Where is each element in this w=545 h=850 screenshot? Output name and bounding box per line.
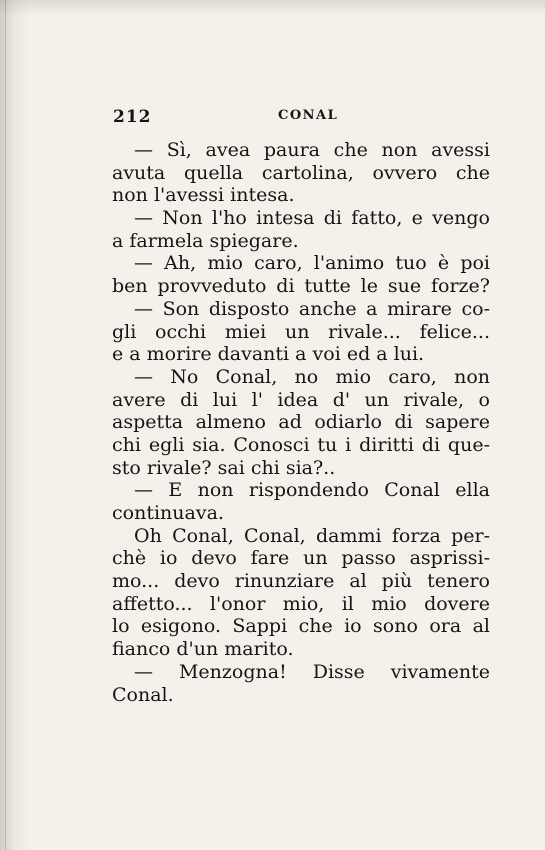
text-line: — Ah, mio caro, l'animo tuo è poi — [134, 252, 490, 275]
text-line: gli occhi miei un rivale... felice... — [112, 320, 490, 343]
text-line: Conal. — [112, 683, 174, 706]
text-line: affetto... l'onor mio, il mio dovere — [112, 592, 490, 615]
running-title: CONAL — [278, 108, 339, 123]
page-edge-shadow — [5, 0, 6, 850]
text-line: — Son disposto anche a mirare co- — [134, 297, 490, 320]
text-line: — No Conal, no mio caro, non — [134, 365, 490, 388]
page-header — [113, 107, 357, 131]
text-line: lo esigono. Sappi che io sono ora al — [112, 615, 490, 638]
text-line: — Menzogna! Disse vivamente — [134, 660, 490, 683]
text-line: chè io devo fare un passo asprissi- — [112, 547, 490, 570]
text-line: e a morire davanti a voi ed a lui. — [112, 343, 425, 366]
text-line: — Non l'ho intesa di fatto, e vengo — [134, 207, 490, 230]
text-line: ben provveduto di tutte le sue forze? — [112, 275, 490, 298]
text-line: — E non rispondendo Conal ella — [134, 479, 490, 502]
text-line: avere di lui l' idea d' un rivale, o — [112, 388, 490, 411]
text-line: chi egli sia. Conosci tu i diritti di que- — [112, 433, 490, 456]
text-line: non l'avessi intesa. — [112, 184, 295, 207]
text-line: mo... devo rinunziare al più tenero — [112, 570, 490, 593]
text-line: a farmela spiegare. — [112, 229, 299, 252]
text-line: fianco d'un marito. — [112, 638, 294, 661]
text-line: sto rivale? sai chi sia?.. — [112, 456, 336, 479]
text-line: Oh Conal, Conal, dammi forza per- — [134, 524, 490, 547]
body-text — [112, 139, 490, 706]
page-number: 212 — [113, 107, 152, 127]
text-line: continuava. — [112, 502, 224, 524]
text-line: — Sì, avea paura che non avessi — [134, 139, 490, 161]
text-line: avuta quella cartolina, ovvero che — [112, 161, 490, 184]
text-line: aspetta almeno ad odiarlo di sapere — [112, 411, 490, 434]
